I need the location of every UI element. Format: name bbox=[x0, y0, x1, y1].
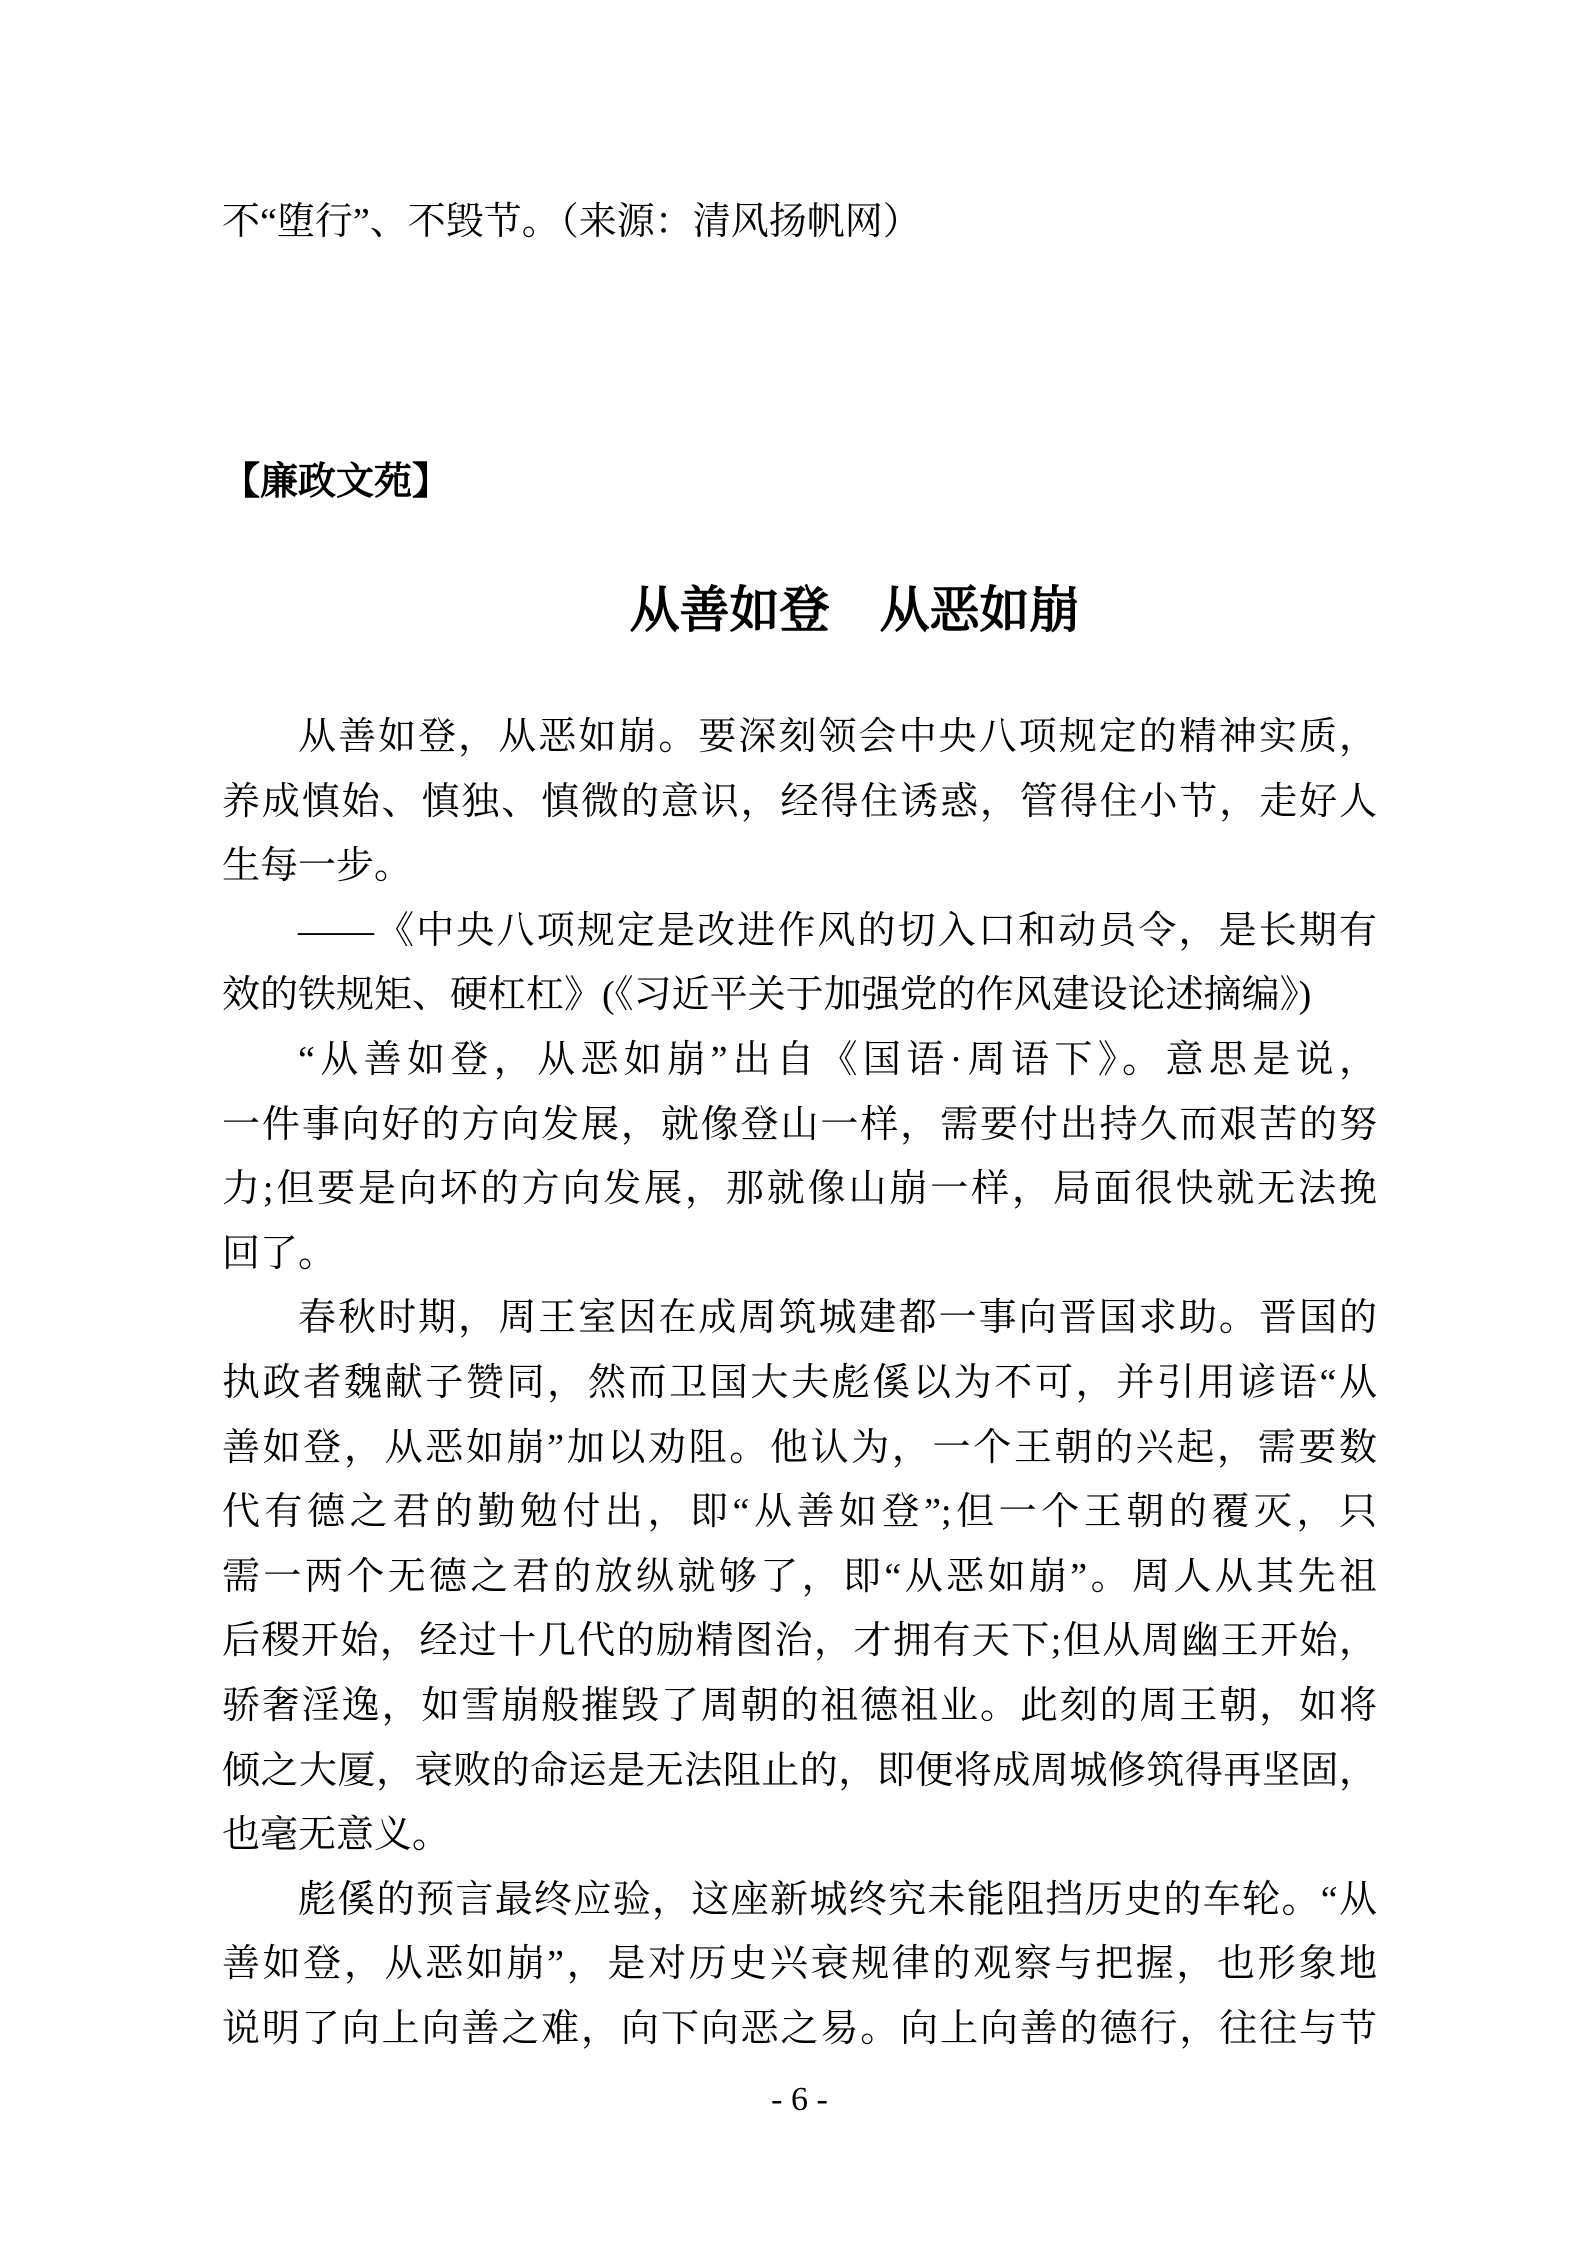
text-line: 代有德之君的勤勉付出，即“从善如登”;但一个王朝的覆灭，只 bbox=[222, 1491, 1377, 1534]
text-line: 善如登，从恶如崩”，是对历史兴衰规律的观察与把握，也形象地 bbox=[222, 1943, 1377, 1986]
text-line: 彪傒的预言最终应验，这座新城终究未能阻挡历史的车轮。“从 bbox=[298, 1878, 1377, 1921]
text-line: 力;但要是向坏的方向发展，那就像山崩一样，局面很快就无法挽 bbox=[222, 1168, 1377, 1211]
body-paragraph bbox=[222, 899, 1377, 1028]
text-line: 养成慎始、慎独、慎微的意识，经得住诱惑，管得住小节，走好人 bbox=[222, 780, 1377, 823]
text-line: 需一两个无德之君的放纵就够了，即“从恶如崩”。周人从其先祖 bbox=[222, 1555, 1377, 1598]
text-line: 说明了向上向善之难，向下向恶之易。向上向善的德行，往往与节 bbox=[222, 2007, 1377, 2050]
text-line: 善如登，从恶如崩”加以劝阻。他认为，一个王朝的兴起，需要数 bbox=[222, 1426, 1377, 1469]
body-paragraph bbox=[222, 1028, 1377, 1286]
text-line: 后稷开始，经过十几代的励精图治，才拥有天下;但从周幽王开始， bbox=[222, 1620, 1377, 1663]
section-header: 【廉政文苑】 bbox=[222, 461, 451, 503]
text-line: 骄奢淫逸，如雪崩般摧毁了周朝的祖德祖业。此刻的周王朝，如将 bbox=[222, 1684, 1377, 1727]
text-line: 也毫无意义。 bbox=[222, 1814, 451, 1857]
text-line: 效的铁规矩、硬杠杠》(《习近平关于加强党的作风建设论述摘编》) bbox=[222, 974, 1312, 1017]
text-line: ——《中央八项规定是改进作风的切入口和动员令，是长期有 bbox=[298, 909, 1377, 952]
article-title: 从善如登 从恶如崩 bbox=[629, 582, 1080, 638]
body-paragraph bbox=[222, 1868, 1377, 2062]
text-line: “从善如登，从恶如崩”出自《国语·周语下》。意思是说， bbox=[298, 1038, 1377, 1081]
body-paragraph bbox=[222, 1286, 1377, 1867]
continued-paragraph-text: 不“堕行”、不毁节。（来源：清风扬帆网） bbox=[222, 201, 921, 243]
text-line: 生每一步。 bbox=[222, 845, 413, 888]
text-line: 执政者魏献子赞同，然而卫国大夫彪傒以为不可，并引用谚语“从 bbox=[222, 1361, 1377, 1404]
text-line: 从善如登，从恶如崩。要深刻领会中央八项规定的精神实质， bbox=[298, 716, 1377, 758]
text-line: 一件事向好的方向发展，就像登山一样，需要付出持久而艰苦的努 bbox=[222, 1103, 1377, 1146]
body-paragraph bbox=[222, 705, 1377, 899]
text-line: 回了。 bbox=[222, 1232, 337, 1275]
text-line: 春秋时期，周王室因在成周筑城建都一事向晋国求助。晋国的 bbox=[298, 1297, 1377, 1340]
article-body bbox=[222, 705, 1377, 2061]
text-line: 倾之大厦，衰败的命运是无法阻止的，即便将成周城修筑得再坚固， bbox=[222, 1749, 1377, 1792]
page-number: - 6 - bbox=[771, 2081, 828, 2118]
